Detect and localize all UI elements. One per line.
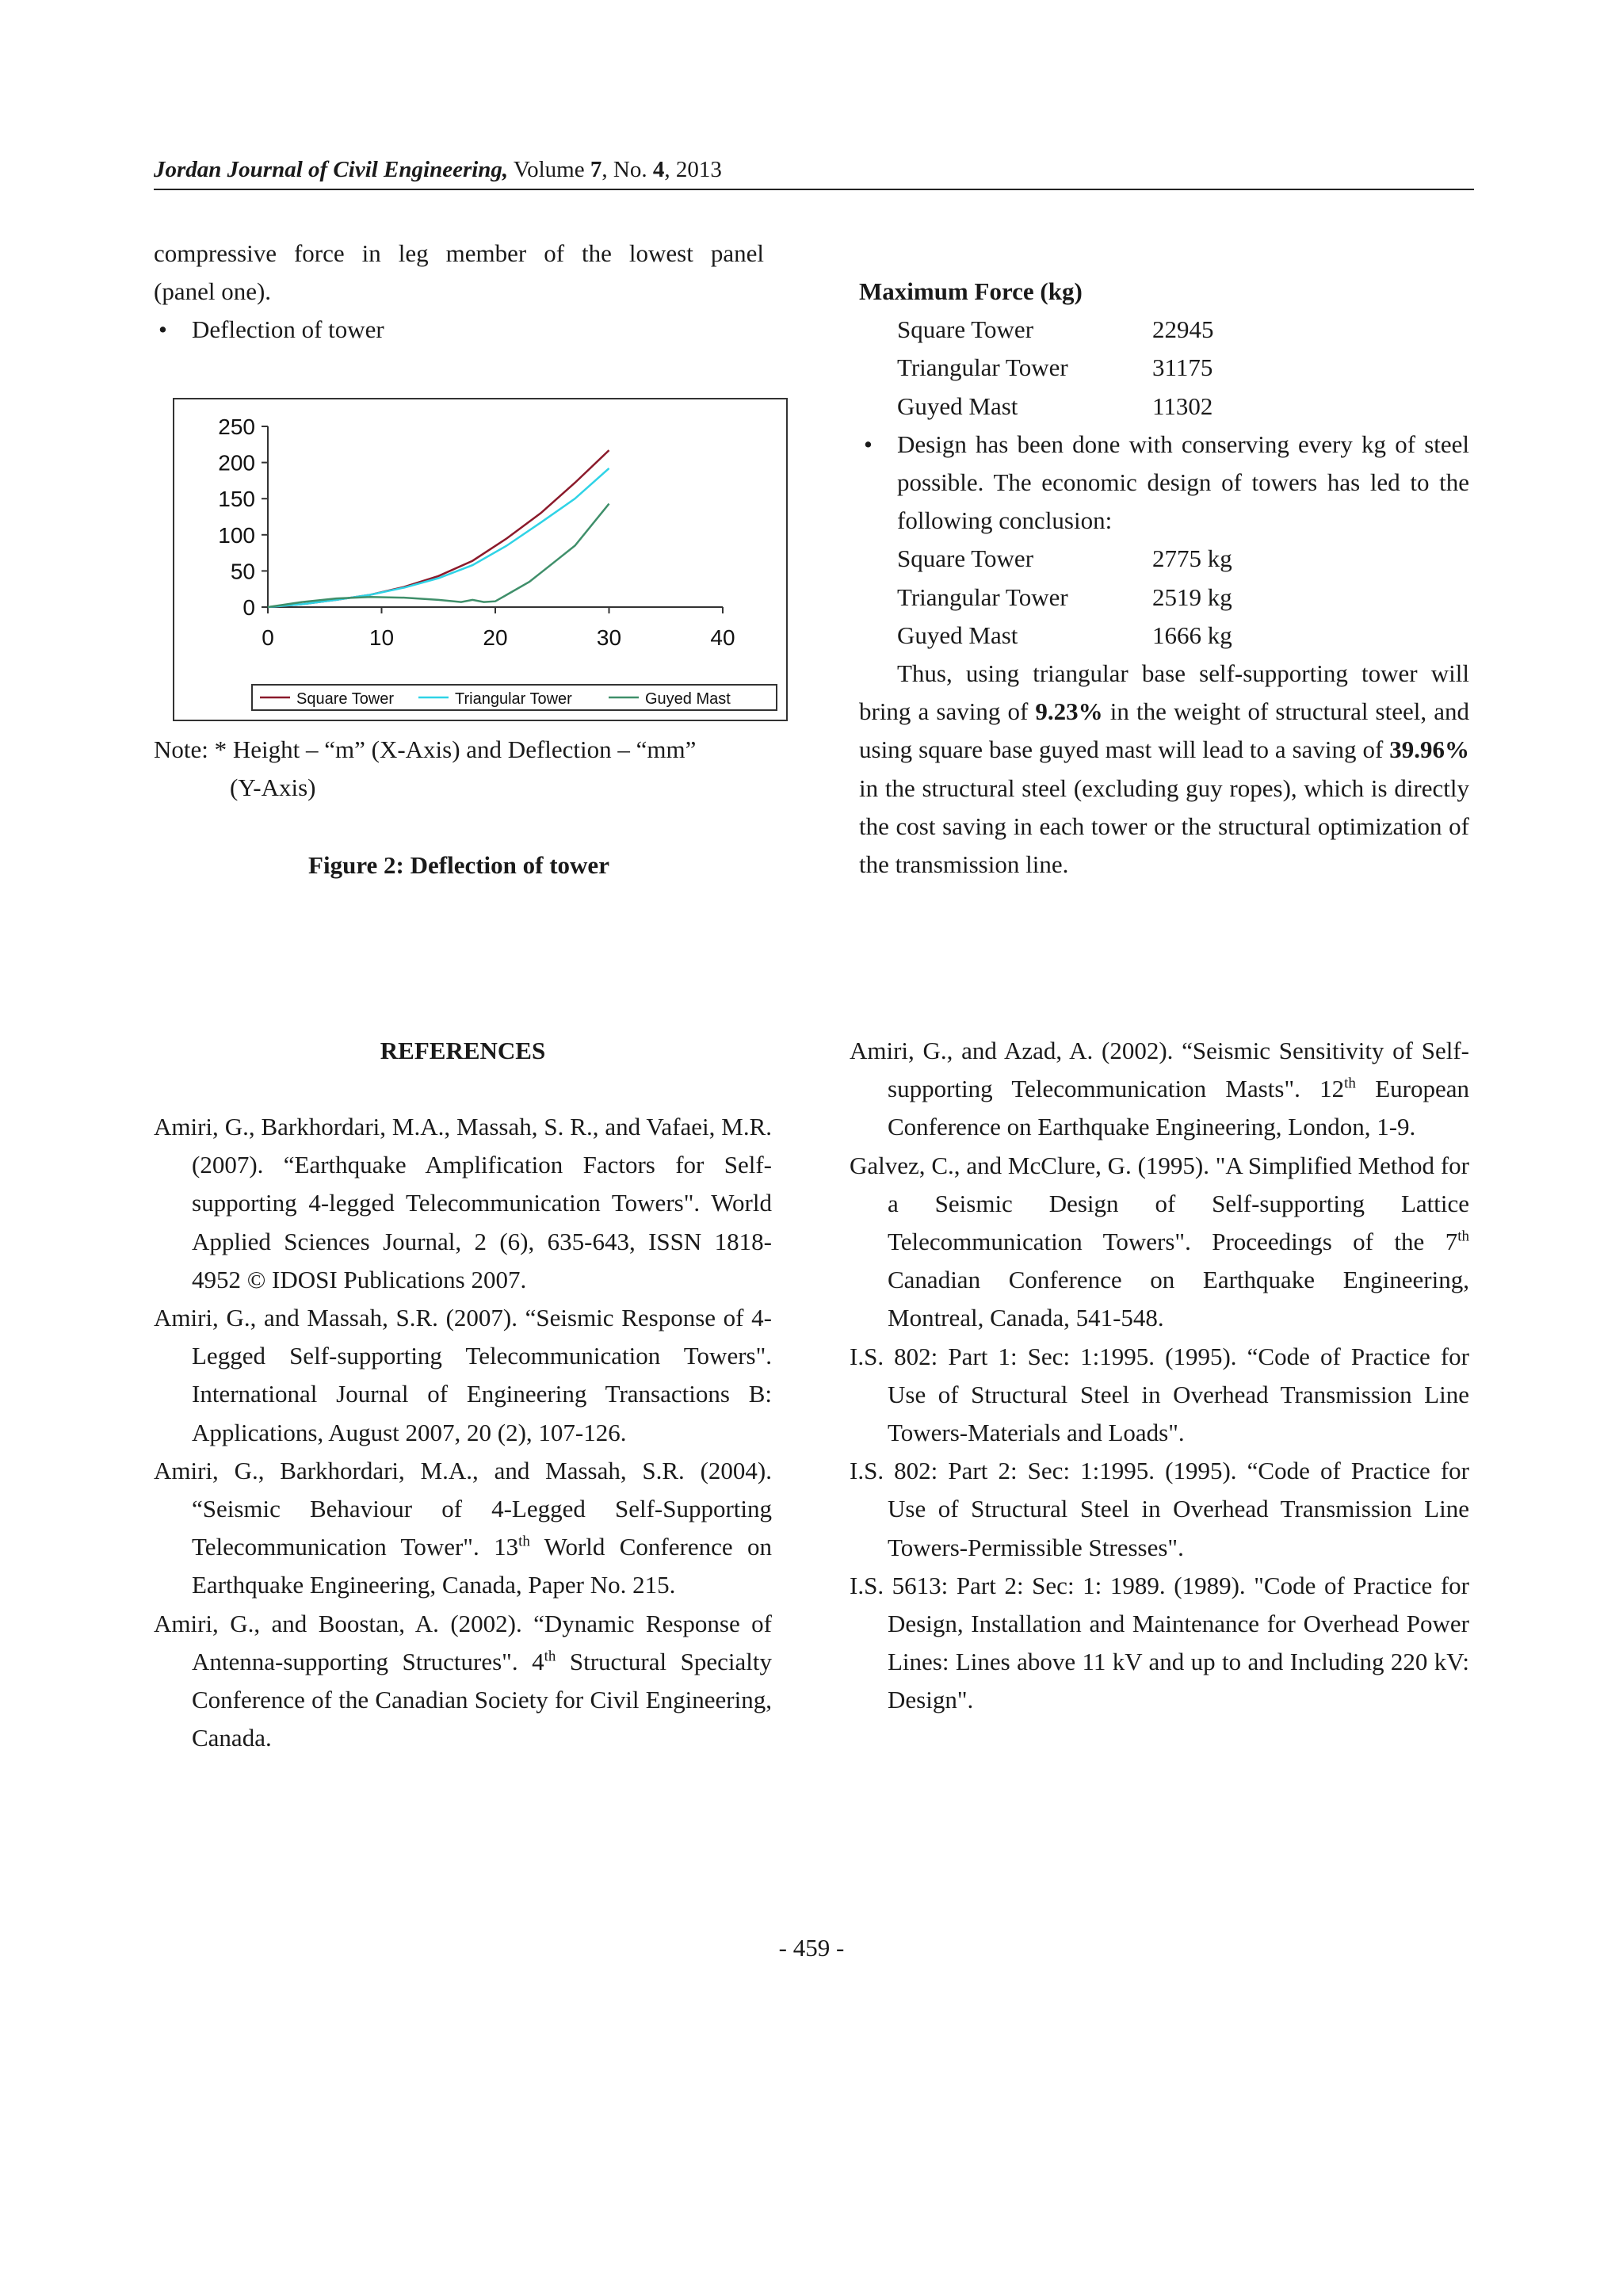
x-tick-label: 20 <box>483 625 508 650</box>
max-force-label: Guyed Mast <box>897 392 1018 420</box>
reference-sup: th <box>518 1533 530 1550</box>
deflection-bullet: • Deflection of tower <box>154 311 764 349</box>
weight-label: Triangular Tower <box>897 583 1068 611</box>
left-column-top <box>154 235 764 350</box>
issue-label: No. <box>613 157 647 182</box>
references-left <box>154 1108 772 1757</box>
y-tick-label: 250 <box>218 415 255 439</box>
max-force-value: 22945 <box>1152 315 1214 344</box>
references-heading: REFERENCES <box>380 1037 546 1064</box>
reference-text: I.S. 802: Part 2: Sec: 1:1995. (1995). “Code of Practice for Use of Structural Steel in Overhead Transmission Line Towers-Permissible Stresses". <box>850 1457 1469 1561</box>
deflection-chart-figure <box>173 398 788 721</box>
y-tick-label: 150 <box>218 487 255 512</box>
reference-text: Galvez, C., and McClure, G. (1995). "A Simplified Method for a Seismic Design of Self-supporting Lattice Telecommunication Towers". Proceedings of the 7 <box>850 1151 1469 1256</box>
series-line-square-tower <box>268 450 609 607</box>
year: 2013 <box>675 157 722 182</box>
reference-item <box>154 1108 772 1299</box>
weight-label: Guyed Mast <box>897 621 1018 649</box>
paragraph-line-2: (panel one). <box>154 277 272 306</box>
weight-label: Square Tower <box>897 544 1034 573</box>
max-force-value: 11302 <box>1152 392 1213 420</box>
reference-text: Amiri, G., and Massah, S.R. (2007). “Seismic Response of 4-Legged Self-supporting Telecommunication Towers". International Journal of Engineering Transactions B: Applications, August 2007, 20 (2), 107-126. <box>154 1304 772 1446</box>
running-header: Jordan Journal of Civil Engineering, Volume 7, No. 4, 2013 <box>154 154 1474 190</box>
reference-item <box>154 1605 772 1758</box>
series-line-triangular-tower <box>268 468 609 607</box>
reference-item <box>154 1452 772 1605</box>
y-tick-label: 50 <box>230 559 255 584</box>
reference-sup: th <box>544 1648 556 1665</box>
saving-guyed: 39.96% <box>1389 735 1469 764</box>
x-tick-label: 30 <box>596 625 622 650</box>
references-heading-wrap <box>154 1032 772 1070</box>
max-force-label: Triangular Tower <box>897 353 1068 382</box>
issue-number: 4 <box>652 157 665 182</box>
design-bullet: • Design has been done with conserving every kg of steel possible. The economic design of towers has led to the following conclusion: <box>859 426 1469 541</box>
legend-label: Square Tower <box>296 690 395 708</box>
max-force-label: Square Tower <box>897 315 1034 344</box>
weight-row <box>897 617 1469 655</box>
reference-item <box>850 1567 1469 1720</box>
weight-value: 2519 kg <box>1152 583 1232 611</box>
x-tick-label: 0 <box>262 625 274 650</box>
note-line-1: Note: * Height – “m” (X-Axis) and Deflection – “mm” <box>154 735 697 763</box>
reference-text: Canadian Conference on Earthquake Engineering, Montreal, Canada, 541-548. <box>888 1266 1469 1332</box>
x-tick-label: 10 <box>369 625 395 650</box>
reference-item <box>850 1452 1469 1567</box>
conclusion-text-1: Thus, using triangular base self-supporting tower will bring a saving of <box>859 659 1469 726</box>
reference-item <box>850 1338 1469 1453</box>
volume-label: Volume <box>513 157 585 182</box>
note-line-2: (Y-Axis) <box>230 774 316 802</box>
reference-text: Amiri, G., Barkhordari, M.A., Massah, S. R., and Vafaei, M.R. (2007). “Earthquake Amplification Factors for Self-supporting 4-legged Telecommunication Towers". World Applied Sciences Journal, 2 (6), 635-643, ISSN 1818-4952 © IDOSI Publications 2007. <box>154 1113 772 1293</box>
reference-text: I.S. 802: Part 1: Sec: 1:1995. (1995). “Code of Practice for Use of Structural Steel in Overhead Transmission Line Towers-Materials and Loads". <box>850 1342 1469 1447</box>
conclusion-text-3: in the structural steel (excluding guy ropes), which is directly the cost saving in each tower or the structural optimization of the transmission line. <box>859 774 1469 879</box>
series-line-guyed-mast <box>268 504 609 607</box>
reference-text: World Conference on Earthquake Engineering, Canada, Paper No. 215. <box>192 1533 772 1599</box>
saving-triangular: 9.23% <box>1035 697 1103 726</box>
weight-row <box>897 540 1469 578</box>
reference-sup: th <box>1344 1075 1356 1092</box>
weight-row <box>897 579 1469 617</box>
journal-title: Jordan Journal of Civil Engineering, <box>154 157 509 182</box>
weight-value: 1666 kg <box>1152 621 1232 649</box>
figure-caption: Figure 2: Deflection of tower <box>308 851 609 879</box>
reference-text: Amiri, G., Barkhordari, M.A., and Massah, S.R. (2004). “Seismic Behaviour of 4-Legged Self-Supporting Telecommunication Tower". 13 <box>154 1456 772 1561</box>
reference-item <box>850 1032 1469 1147</box>
figure-note <box>154 731 772 807</box>
reference-text: European Conference on Earthquake Engineering, London, 1-9. <box>888 1075 1470 1141</box>
figure-caption-wrap <box>154 846 764 884</box>
max-force-value: 31175 <box>1152 353 1213 382</box>
legend-label: Guyed Mast <box>645 690 731 708</box>
paragraph-line-1: compressive force in leg member of the lowest panel <box>154 239 764 267</box>
conclusion-paragraph <box>859 655 1469 884</box>
max-force-title: Maximum Force (kg) <box>859 277 1083 305</box>
reference-item <box>850 1147 1469 1338</box>
reference-text: I.S. 5613: Part 2: Sec: 1: 1989. (1989). "Code of Practice for Design, Installation and Maintenance for Overhead Power Lines: Lines above 11 kV and up to and Including 220 kV: Design". <box>850 1571 1469 1714</box>
max-force-row <box>897 349 1469 387</box>
legend-label: Triangular Tower <box>455 690 572 708</box>
right-column-top <box>859 273 1469 884</box>
y-tick-label: 200 <box>218 450 255 476</box>
weight-value: 2775 kg <box>1152 544 1232 573</box>
reference-text: Structural Specialty Conference of the Canadian Society for Civil Engineering, Canada. <box>192 1647 772 1752</box>
reference-text: Amiri, G., and Azad, A. (2002). “Seismic Sensitivity of Self-supporting Telecommunication Masts". 12 <box>850 1037 1469 1103</box>
max-force-row <box>897 311 1469 349</box>
reference-text: Amiri, G., and Boostan, A. (2002). “Dynamic Response of Antenna-supporting Structures". 4 <box>154 1609 772 1675</box>
y-tick-label: 100 <box>218 522 255 548</box>
y-tick-label: 0 <box>242 595 255 620</box>
deflection-chart <box>174 399 786 720</box>
references-right <box>850 1032 1469 1720</box>
max-force-row <box>897 388 1469 426</box>
reference-item <box>154 1299 772 1452</box>
volume-number: 7 <box>590 157 602 182</box>
reference-sup: th <box>1457 1228 1469 1245</box>
x-tick-label: 40 <box>710 625 735 650</box>
page-number: - 459 - <box>778 1934 845 1962</box>
conclusion-text-2: in the weight of structural steel, and using square base guyed mast will lead to a saving of <box>859 697 1469 764</box>
